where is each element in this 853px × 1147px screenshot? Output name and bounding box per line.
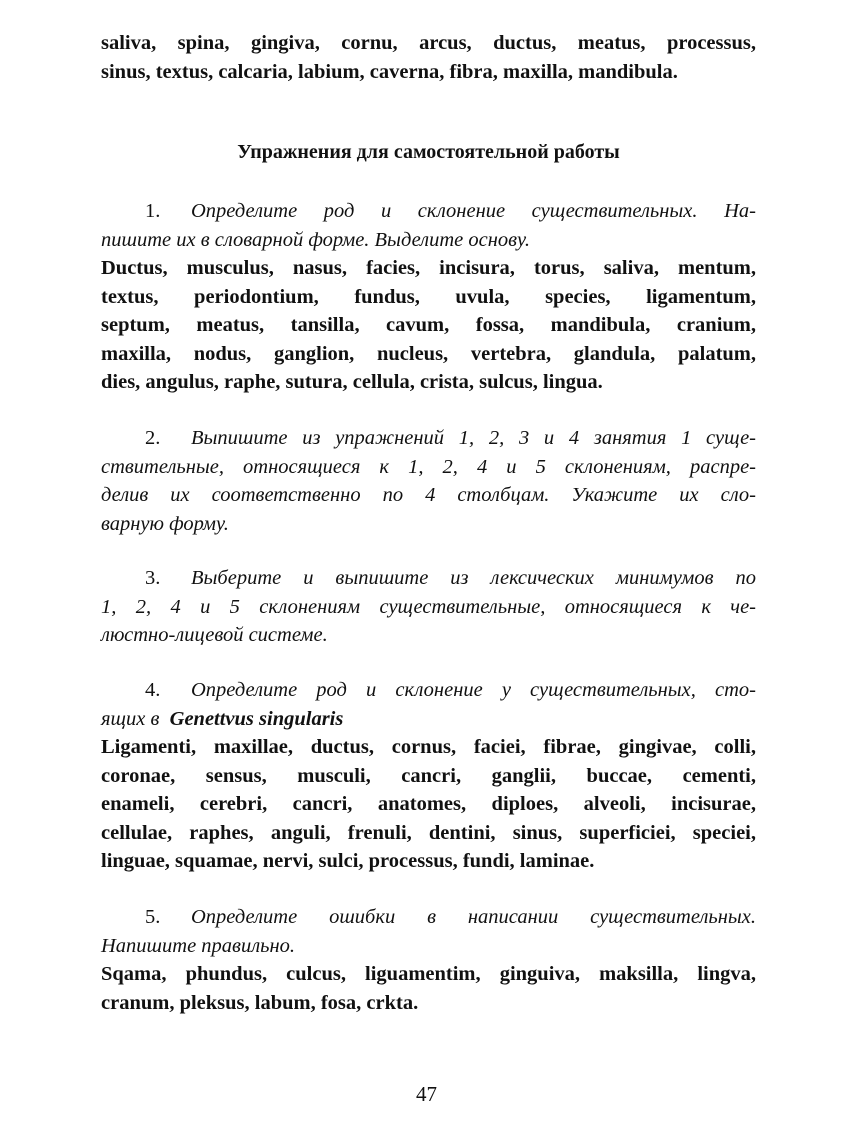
word-line: Sqama, phundus, culcus, liguamentim, ginguiva, maksilla, lingva,	[101, 963, 756, 985]
word-line: dies, angulus, raphe, sutura, cellula, crista, sulcus, lingua.	[101, 371, 603, 393]
exercise-number: 4.	[145, 679, 161, 701]
exercise-number: 2.	[145, 427, 161, 449]
task-line: пишите их в словарной форме. Выделите основу.	[101, 228, 530, 251]
page-number: 47	[416, 1082, 437, 1106]
word-line: cranum, pleksus, labum, fosa, crkta.	[101, 991, 419, 1014]
exercise-number: 5.	[145, 906, 161, 928]
exercise-1	[101, 197, 756, 397]
word-line: Ductus, musculus, nasus, facies, incisura, torus, saliva, mentum,	[101, 257, 756, 279]
exercise-number: 3.	[145, 567, 161, 589]
exercise-3	[101, 564, 756, 650]
task-line: Определите род и склонение у существительных, сто-	[191, 679, 756, 701]
word-line: linguae, squamae, nervi, sulci, processus, fundi, laminae.	[101, 850, 595, 872]
word-line: coronae, sensus, musculi, cancri, ganglii, buccae, cementi,	[101, 764, 756, 787]
task-line: варную форму.	[101, 512, 229, 535]
task-line: Выпишите из упражнений 1, 2, 3 и 4 занятия 1 суще-	[191, 427, 756, 449]
exercise-number: 1.	[145, 200, 161, 222]
word-line: Ligamenti, maxillae, ductus, cornus, faciei, fibrae, gingivae, colli,	[101, 736, 756, 758]
top-word-list	[101, 29, 756, 86]
word-list	[101, 254, 756, 397]
section-heading: Упражнения для самостоятельной работы	[237, 141, 620, 163]
word-line: enameli, cerebri, cancri, anatomes, diploes, alveoli, incisurae,	[101, 793, 756, 815]
task-line: ствительные, относящиеся к 1, 2, 4 и 5 склонениям, распре-	[101, 455, 756, 478]
task-line: ящих в	[101, 707, 160, 730]
task-line: Напишите правильно.	[101, 934, 296, 957]
task-line: Выберите и выпишите из лексических минимумов по	[191, 567, 756, 589]
exercise-2	[101, 424, 756, 538]
word-line: textus, periodontium, fundus, uvula, species, ligamentum,	[101, 285, 756, 308]
task-line: Определите род и склонение существительных. На-	[191, 200, 756, 222]
task-line: Определите ошибки в написании существительных.	[191, 906, 756, 928]
case-term: Genettvus singularis	[169, 707, 344, 730]
exercise-4	[101, 676, 756, 876]
text-line: sinus, textus, calcaria, labium, caverna, fibra, maxilla, mandibula.	[101, 60, 678, 83]
task-line: люстно-лицевой системе.	[101, 624, 328, 646]
exercise-5	[101, 903, 756, 1017]
word-list	[101, 733, 756, 876]
word-line: septum, meatus, tansilla, cavum, fossa, mandibula, cranium,	[101, 314, 756, 336]
word-line: cellulae, raphes, anguli, frenuli, dentini, sinus, superficiei, speciei,	[101, 821, 756, 844]
task-line: делив их соответственно по 4 столбцам. Укажите их сло-	[101, 484, 756, 506]
word-line: maxilla, nodus, ganglion, nucleus, vertebra, glandula, palatum,	[101, 342, 756, 365]
task-line: 1, 2, 4 и 5 склонениям существительные, относящиеся к че-	[101, 595, 756, 618]
text-line: saliva, spina, gingiva, cornu, arcus, ductus, meatus, processus,	[101, 32, 756, 54]
word-list	[101, 960, 756, 1017]
